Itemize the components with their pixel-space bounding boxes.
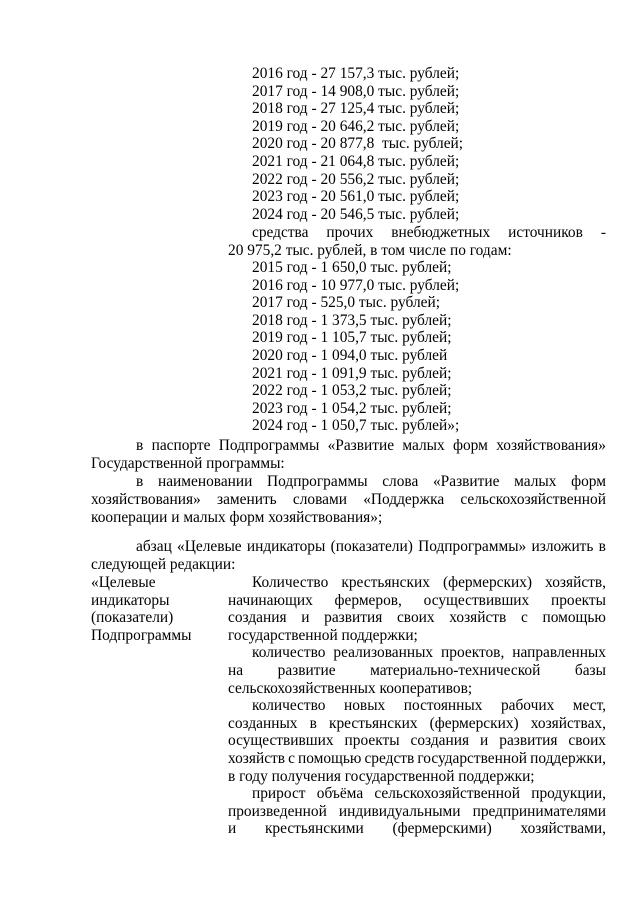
word: государственной bbox=[417, 750, 528, 767]
label-line: «Целевые bbox=[91, 574, 156, 591]
word: с bbox=[520, 609, 528, 627]
word: начинающих bbox=[228, 591, 313, 609]
word: создания bbox=[228, 609, 287, 627]
word: развития bbox=[499, 732, 558, 750]
indicator-2-line-2 bbox=[228, 662, 606, 680]
word: сельскохозяйственной bbox=[460, 491, 606, 508]
indicator-1-line-3 bbox=[228, 609, 606, 627]
word: произведенной bbox=[228, 802, 327, 820]
word: (фермерскими) bbox=[392, 820, 492, 838]
list-item: 2016 год - 10 977,0 тыс. рублей; bbox=[252, 276, 460, 294]
word: продукции, bbox=[531, 785, 606, 803]
passport-paragraph-line-2: Государственной программы: bbox=[91, 455, 285, 472]
word: в bbox=[309, 714, 317, 732]
word: Подпрограммы» bbox=[418, 538, 527, 555]
word: малых bbox=[402, 437, 445, 454]
word: прирост bbox=[252, 785, 306, 803]
label-line: индикаторы bbox=[91, 591, 170, 609]
word: и bbox=[301, 609, 310, 627]
word: наименовании bbox=[157, 473, 253, 490]
indicator-1-line-4: государственной поддержки; bbox=[228, 626, 418, 644]
word: осуществивших bbox=[423, 591, 530, 609]
word: слова bbox=[382, 473, 419, 490]
list-item: 2021 год - 1 091,9 тыс. рублей; bbox=[252, 364, 452, 382]
list-item: 2017 год - 14 908,0 тыс. рублей; bbox=[252, 82, 460, 100]
word: форм bbox=[453, 437, 488, 454]
word: «Целевые bbox=[177, 538, 242, 555]
word: направленных bbox=[512, 644, 606, 662]
list-item: 2023 год - 20 561,0 тыс. рублей; bbox=[252, 188, 460, 206]
word: с bbox=[288, 750, 295, 767]
word: осуществивших bbox=[228, 732, 334, 750]
list-item: 2018 год - 1 373,5 тыс. рублей; bbox=[252, 311, 452, 329]
word: индивидуальными bbox=[338, 802, 461, 820]
word: помощью bbox=[297, 750, 362, 767]
word: паспорте bbox=[151, 437, 211, 454]
word: новых bbox=[344, 697, 386, 715]
word: (показатели) bbox=[330, 538, 413, 555]
word: - bbox=[600, 224, 606, 241]
word: хозяйствования» bbox=[496, 437, 606, 454]
word: средств bbox=[364, 750, 415, 767]
indicator-4-line-1 bbox=[252, 785, 606, 803]
word: абзац bbox=[136, 538, 172, 555]
word: малых bbox=[514, 473, 557, 490]
list-item: 2022 год - 20 556,2 тыс. рублей; bbox=[252, 170, 460, 188]
word: (фермерских) bbox=[429, 714, 519, 732]
word: проекты bbox=[344, 732, 400, 750]
word: материально-технической bbox=[370, 662, 541, 679]
indicator-2-line-3: сельскохозяйственных кооперативов; bbox=[228, 679, 473, 697]
word: источников bbox=[508, 224, 583, 241]
list-item: 2021 год - 21 064,8 тыс. рублей; bbox=[252, 152, 460, 170]
indicator-3-line-3 bbox=[228, 732, 606, 750]
word: фермеров, bbox=[334, 591, 402, 609]
word: предпринимателями bbox=[472, 802, 606, 820]
word: форм bbox=[571, 473, 606, 490]
word: хозяйствования» bbox=[91, 491, 201, 508]
list-item: 2020 год - 1 094,0 тыс. рублей bbox=[252, 346, 448, 364]
word: в bbox=[598, 538, 606, 555]
rename-paragraph-line-2 bbox=[91, 491, 606, 509]
indicator-1-line-2 bbox=[228, 592, 606, 610]
word: Подпрограммы bbox=[218, 437, 320, 454]
word: Количество bbox=[252, 574, 329, 591]
indicator-3-line-2 bbox=[228, 715, 606, 733]
indicator-3-line-5: в году получения государственной поддержки; bbox=[228, 767, 535, 785]
list-item: 2019 год - 20 646,2 тыс. рублей; bbox=[252, 117, 460, 135]
indicator-1-line-1 bbox=[252, 574, 606, 592]
word: хозяйств bbox=[228, 750, 286, 767]
word: Подпрограммы bbox=[267, 473, 368, 490]
list-item: 2022 год - 1 053,2 тыс. рублей; bbox=[252, 382, 452, 400]
word: заменить bbox=[216, 491, 277, 508]
word: сельскохозяйственной bbox=[374, 785, 520, 803]
indicator-3-line-1 bbox=[252, 697, 606, 715]
list-item: 2023 год - 1 054,2 тыс. рублей; bbox=[252, 399, 452, 417]
word: крестьянских bbox=[341, 574, 430, 591]
indicator-3-line-4 bbox=[228, 750, 606, 768]
rename-paragraph-line-1 bbox=[136, 473, 606, 491]
funding-years-list-2 bbox=[252, 259, 459, 435]
word: и bbox=[228, 820, 237, 838]
word: словами bbox=[292, 491, 347, 508]
list-item: 2016 год - 27 157,3 тыс. рублей; bbox=[252, 65, 460, 82]
word: поддержки, bbox=[530, 750, 606, 767]
indicators-paragraph-line-2: следующей редакции: bbox=[91, 556, 236, 573]
word: индикаторы bbox=[246, 538, 326, 555]
word: реализованных bbox=[333, 644, 434, 662]
word: «Поддержка bbox=[363, 491, 445, 508]
list-item: 2024 год - 1 050,7 тыс. рублей»; bbox=[252, 417, 460, 435]
word: рабочих bbox=[500, 697, 555, 715]
list-item: 2024 год - 20 546,5 тыс. рублей; bbox=[252, 205, 460, 223]
word: объёма bbox=[316, 785, 364, 803]
word: количество bbox=[252, 697, 326, 715]
word: хозяйств, bbox=[545, 574, 606, 591]
passport-paragraph-line-1 bbox=[136, 437, 606, 455]
word: (фермерских) bbox=[443, 574, 533, 591]
word: «Развитие bbox=[432, 473, 500, 490]
list-item: 2018 год - 27 125,4 тыс. рублей; bbox=[252, 100, 460, 118]
label-line: (показатели) bbox=[91, 609, 174, 627]
indicators-label-column bbox=[91, 574, 191, 644]
word: и bbox=[480, 732, 489, 750]
other-sources-line-2: 20 975,2 тыс. рублей, в том числе по годам: bbox=[228, 241, 512, 259]
word: крестьянских bbox=[329, 714, 418, 732]
list-item: 2017 год - 525,0 тыс. рублей; bbox=[252, 294, 440, 312]
indicator-4-line-3 bbox=[228, 820, 606, 838]
word: в bbox=[136, 437, 144, 454]
word: средства bbox=[252, 224, 309, 241]
word: «Развитие bbox=[327, 437, 395, 454]
list-item: 2020 год - 20 877,8 тыс. рублей; bbox=[252, 135, 464, 153]
indicator-4-line-2 bbox=[228, 803, 606, 821]
word: хозяйствами, bbox=[520, 820, 606, 838]
word: внебюджетных bbox=[391, 224, 491, 241]
word: создания bbox=[410, 732, 470, 750]
word: в bbox=[136, 473, 144, 490]
list-item: 2015 год - 1 650,0 тыс. рублей; bbox=[252, 259, 452, 276]
label-line: Подпрограммы bbox=[91, 626, 192, 644]
indicators-paragraph-line-1 bbox=[136, 538, 606, 556]
word: на bbox=[228, 662, 244, 679]
list-item: 2019 год - 1 105,7 тыс. рублей; bbox=[252, 329, 452, 347]
word: созданных bbox=[228, 714, 298, 732]
word: мест, bbox=[572, 697, 606, 715]
word: базы bbox=[574, 662, 606, 679]
rename-paragraph-line-3: кооперации и малых форм хозяйствования»; bbox=[91, 509, 383, 526]
other-sources-line-1 bbox=[252, 224, 606, 242]
word: развития bbox=[324, 609, 383, 627]
word: крестьянскими bbox=[264, 820, 364, 838]
word: проекты bbox=[551, 591, 606, 609]
word: постоянных bbox=[403, 697, 483, 715]
word: прочих bbox=[326, 224, 374, 241]
indicator-2-line-1 bbox=[252, 644, 606, 662]
word: своих bbox=[396, 609, 435, 627]
word: проектов, bbox=[441, 644, 505, 662]
word: хозяйствах, bbox=[530, 714, 606, 732]
word: развитие bbox=[277, 662, 336, 679]
funding-years-list-1 bbox=[252, 65, 463, 223]
word: помощью bbox=[542, 609, 606, 627]
word: количество bbox=[252, 644, 326, 662]
word: изложить bbox=[531, 538, 594, 555]
word: хозяйств bbox=[449, 609, 507, 627]
word: своих bbox=[568, 732, 606, 750]
